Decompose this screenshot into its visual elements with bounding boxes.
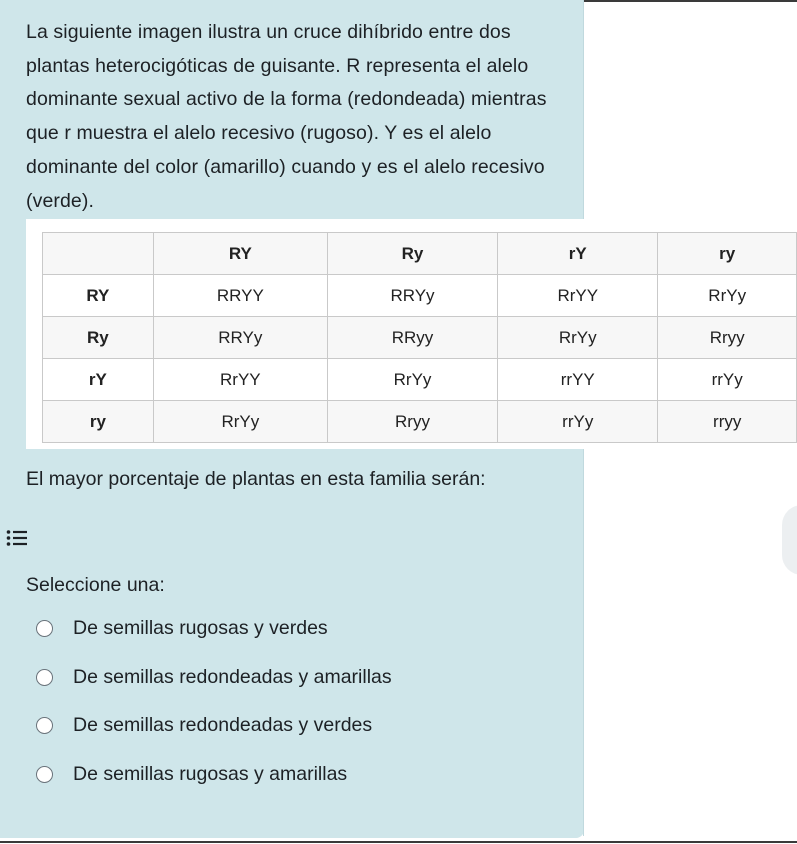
list-icon[interactable] <box>6 529 28 547</box>
punnett-cell: rrYY <box>498 359 658 401</box>
punnett-cell: RrYY <box>153 359 327 401</box>
punnett-col-header: rY <box>498 233 658 275</box>
punnett-cell: Rryy <box>327 401 497 443</box>
answer-option-label[interactable]: De semillas rugosas y amarillas <box>73 762 348 785</box>
punnett-row-header: Ry <box>43 317 154 359</box>
answer-option-label[interactable]: De semillas redondeadas y amarillas <box>73 665 392 688</box>
punnett-cell: RRYy <box>153 317 327 359</box>
answer-option-label[interactable]: De semillas rugosas y verdes <box>73 616 328 639</box>
punnett-header-row <box>43 233 797 275</box>
punnett-cell: RrYY <box>498 275 658 317</box>
answer-option[interactable] <box>36 663 392 691</box>
question-intro-text: La siguiente imagen ilustra un cruce dihíbrido entre dos plantas heterocigóticas de guisante. R representa el alelo dominante sexual activo de la forma (redondeada) mientras que r muestra el alelo recesivo (rugoso). Y es el alelo dominante del color (amarillo) cuando y es el alelo recesivo (verde). <box>26 21 547 212</box>
punnett-cell: RrYy <box>498 317 658 359</box>
punnett-cell: RrYy <box>153 401 327 443</box>
question-prompt: El mayor porcentaje de plantas en esta familia serán: <box>26 468 486 490</box>
punnett-cell: RRyy <box>327 317 497 359</box>
bottom-divider <box>0 841 797 843</box>
punnett-row <box>43 317 797 359</box>
punnett-corner <box>43 233 154 275</box>
punnett-square <box>42 232 797 443</box>
side-drawer-tab[interactable] <box>782 505 797 575</box>
punnett-cell: RrYy <box>658 275 797 317</box>
radio-unchecked-icon[interactable] <box>36 669 53 686</box>
punnett-row <box>43 359 797 401</box>
punnett-cell: rrYy <box>658 359 797 401</box>
answer-option-label[interactable]: De semillas redondeadas y verdes <box>73 713 373 736</box>
punnett-cell: Rryy <box>658 317 797 359</box>
punnett-image <box>26 219 797 449</box>
punnett-col-header: ry <box>658 233 797 275</box>
punnett-cell: RRYy <box>327 275 497 317</box>
select-label: Seleccione una: <box>26 574 165 596</box>
answer-option[interactable] <box>36 760 347 788</box>
answer-option[interactable] <box>36 614 328 642</box>
radio-unchecked-icon[interactable] <box>36 717 53 734</box>
radio-unchecked-icon[interactable] <box>36 620 53 637</box>
punnett-row-header: rY <box>43 359 154 401</box>
punnett-col-header: Ry <box>327 233 497 275</box>
punnett-cell: rryy <box>658 401 797 443</box>
radio-unchecked-icon[interactable] <box>36 766 53 783</box>
punnett-cell: RRYY <box>153 275 327 317</box>
answer-option[interactable] <box>36 711 372 739</box>
punnett-row <box>43 401 797 443</box>
punnett-col-header: RY <box>153 233 327 275</box>
punnett-row-header: ry <box>43 401 154 443</box>
punnett-row-header: RY <box>43 275 154 317</box>
punnett-cell: RrYy <box>327 359 497 401</box>
punnett-cell: rrYy <box>498 401 658 443</box>
punnett-row <box>43 275 797 317</box>
